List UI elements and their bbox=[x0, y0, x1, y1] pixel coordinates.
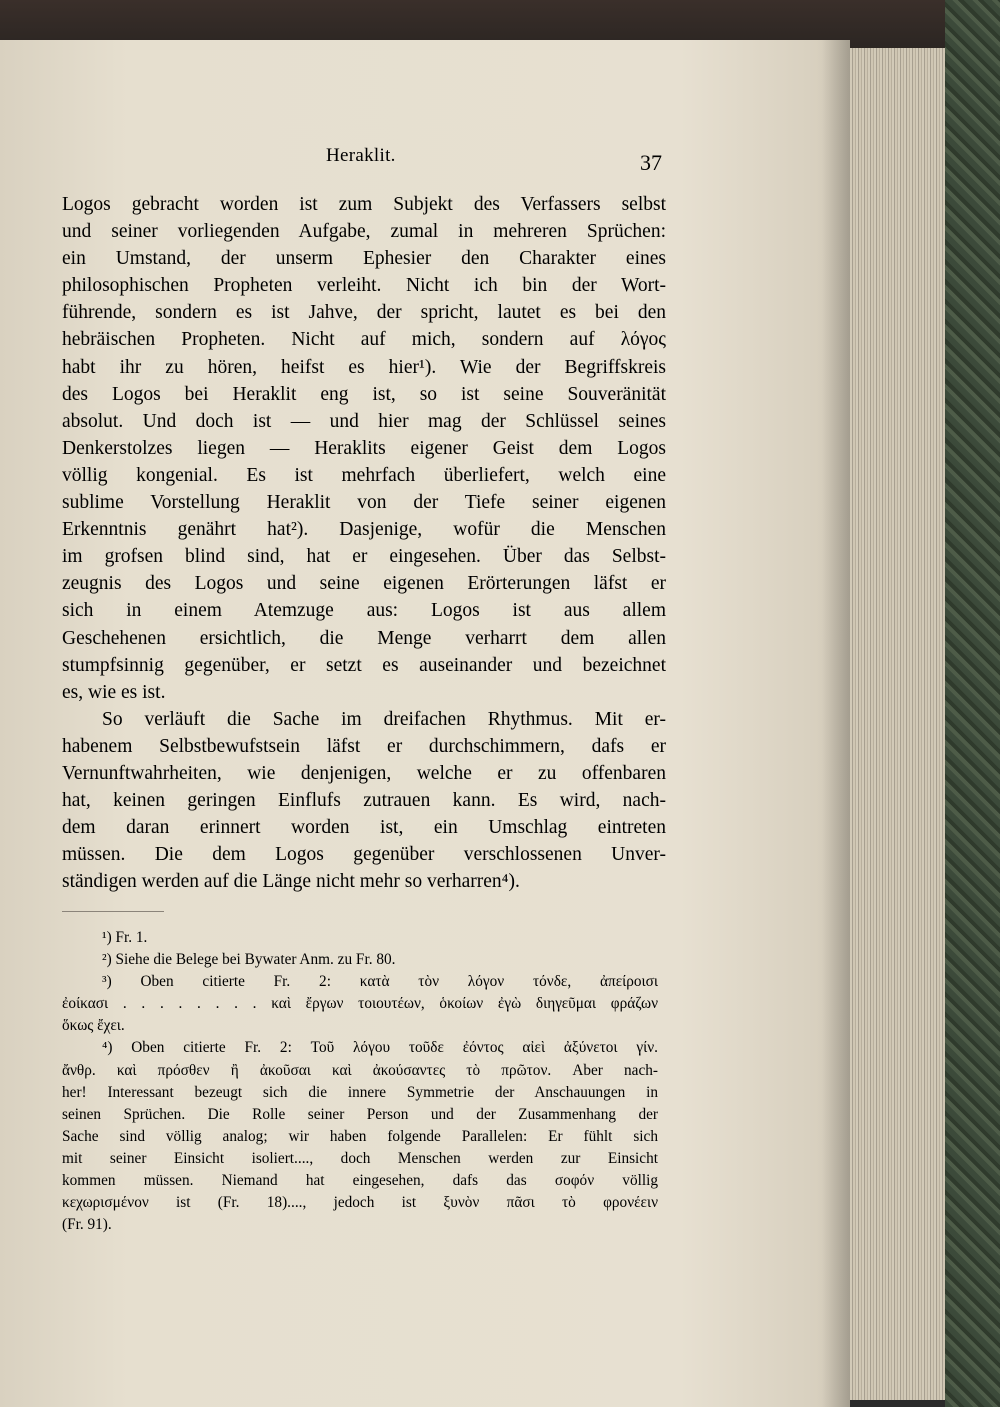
text-line: zeugnis des Logos und seine eigenen Erörterungen läfst er bbox=[62, 573, 666, 595]
text-line: ständigen werden auf die Länge nicht mehr so verharren⁴). bbox=[62, 871, 520, 893]
text-line: habenem Selbstbewufstsein läfst er durchschimmern, dafs er bbox=[62, 735, 666, 757]
text-line: müssen. Die dem Logos gegenüber verschlossenen Unver- bbox=[62, 844, 666, 866]
running-head-title: Heraklit. bbox=[326, 145, 396, 166]
text-line: Vernunftwahrheiten, wie denjenigen, welche er zu offenbaren bbox=[62, 762, 666, 784]
text-line: des Logos bei Heraklit eng ist, so ist seine Souveränität bbox=[62, 383, 666, 405]
text-line: dem daran erinnert worden ist, ein Umschlag eintreten bbox=[62, 817, 666, 839]
main-text bbox=[62, 191, 666, 895]
footnote-line: seinen Sprüchen. Die Rolle seiner Person und der Zusammenhang der bbox=[62, 1105, 658, 1123]
footnote bbox=[62, 949, 658, 971]
text-line: stumpfsinnig gegenüber, er setzt es auseinander und bezeichnet bbox=[62, 654, 666, 676]
footnote-line: ἐοίκασι . . . . . . . . καὶ ἔργων τοιουτέων, ὁκοίων ἐγὼ διηγεῦμαι φράζων bbox=[62, 995, 658, 1013]
footnote-line: ἄνθρ. καὶ πρόσθεν ἢ ἀκοῦσαι καὶ ἀκούσαντες τὸ πρῶτον. Aber nach- bbox=[62, 1061, 658, 1079]
page-gutter-shadow bbox=[822, 40, 850, 1407]
footnote bbox=[62, 1037, 658, 1236]
footnote bbox=[62, 927, 658, 949]
text-line: Logos gebracht worden ist zum Subjekt des Verfassers selbst bbox=[62, 194, 666, 215]
footnote-line: mit seiner Einsicht isoliert...., doch Menschen werden zur Einsicht bbox=[62, 1149, 658, 1167]
text-line: und seiner vorliegenden Aufgabe, zumal in mehreren Sprüchen: bbox=[62, 221, 666, 243]
text-line: führende, sondern es ist Jahve, der spricht, lautet es bei den bbox=[62, 302, 666, 324]
paragraph bbox=[62, 191, 666, 706]
book-cover-edge bbox=[945, 0, 1000, 1407]
footnote-divider bbox=[62, 911, 164, 912]
footnote-line: ²) Siehe die Belege bei Bywater Anm. zu Fr. 80. bbox=[102, 951, 396, 969]
footnotes bbox=[62, 927, 658, 1236]
text-line: Erkenntnis genährt hat²). Dasjenige, wofür die Menschen bbox=[62, 519, 666, 541]
footnote-line: Sache sind völlig analog; wir haben folgende Parallelen: Er fühlt sich bbox=[62, 1127, 658, 1145]
footnote-line: ὅκως ἔχει. bbox=[62, 1017, 125, 1035]
footnote-line: ³) Oben citierte Fr. 2: κατὰ τὸν λόγον τόνδε, ἀπείροισι bbox=[102, 973, 658, 991]
text-line: absolut. Und doch ist — und hier mag der Schlüssel seines bbox=[62, 410, 666, 432]
text-line: philosophischen Propheten verleiht. Nicht ich bin der Wort- bbox=[62, 275, 666, 297]
footnote-line: ¹) Fr. 1. bbox=[102, 929, 148, 946]
text-line: hebräischen Propheten. Nicht auf mich, sondern auf λόγος bbox=[62, 329, 666, 351]
text-line: ein Umstand, der unserm Ephesier den Charakter eines bbox=[62, 248, 666, 270]
paragraph bbox=[62, 706, 666, 896]
text-line: habt ihr zu hören, heifst es hier¹). Wie der Begriffskreis bbox=[62, 356, 666, 378]
text-line: So verläuft die Sache im dreifachen Rhythmus. Mit er- bbox=[102, 708, 666, 730]
page-stack-edges bbox=[850, 48, 945, 1400]
text-line: sich in einem Atemzuge aus: Logos ist aus allem bbox=[62, 600, 666, 622]
page-number: 37 bbox=[640, 150, 662, 175]
footnote-line: κεχωρισμένον ist (Fr. 18)...., jedoch ist ξυνὸν πᾶσι τὸ φρονέειν bbox=[62, 1194, 658, 1212]
footnote-line: her! Interessant bezeugt sich die innere Symmetrie der Anschauungen in bbox=[62, 1083, 658, 1101]
footnote-line: (Fr. 91). bbox=[62, 1216, 112, 1234]
footnote-line: ⁴) Oben citierte Fr. 2: Τοῦ λόγου τοῦδε ἐόντος αἰεὶ ἀξύνετοι γίν. bbox=[102, 1039, 658, 1057]
text-line: sublime Vorstellung Heraklit von der Tiefe seiner eigenen bbox=[62, 492, 666, 514]
text-line: hat, keinen geringen Einflufs zutrauen kann. Es wird, nach- bbox=[62, 790, 666, 812]
footnote bbox=[62, 971, 658, 1037]
footnote-line: kommen müssen. Niemand hat eingesehen, dafs das σοφόν völlig bbox=[62, 1172, 658, 1190]
text-line: Geschehenen ersichtlich, die Menge verharrt dem allen bbox=[62, 627, 666, 649]
text-line: völlig kongenial. Es ist mehrfach überliefert, welch eine bbox=[62, 464, 666, 486]
text-line: es, wie es ist. bbox=[62, 681, 166, 703]
text-line: im grofsen blind sind, hat er eingesehen. Über das Selbst- bbox=[62, 546, 666, 568]
text-line: Denkerstolzes liegen — Heraklits eigener Geist dem Logos bbox=[62, 437, 666, 459]
